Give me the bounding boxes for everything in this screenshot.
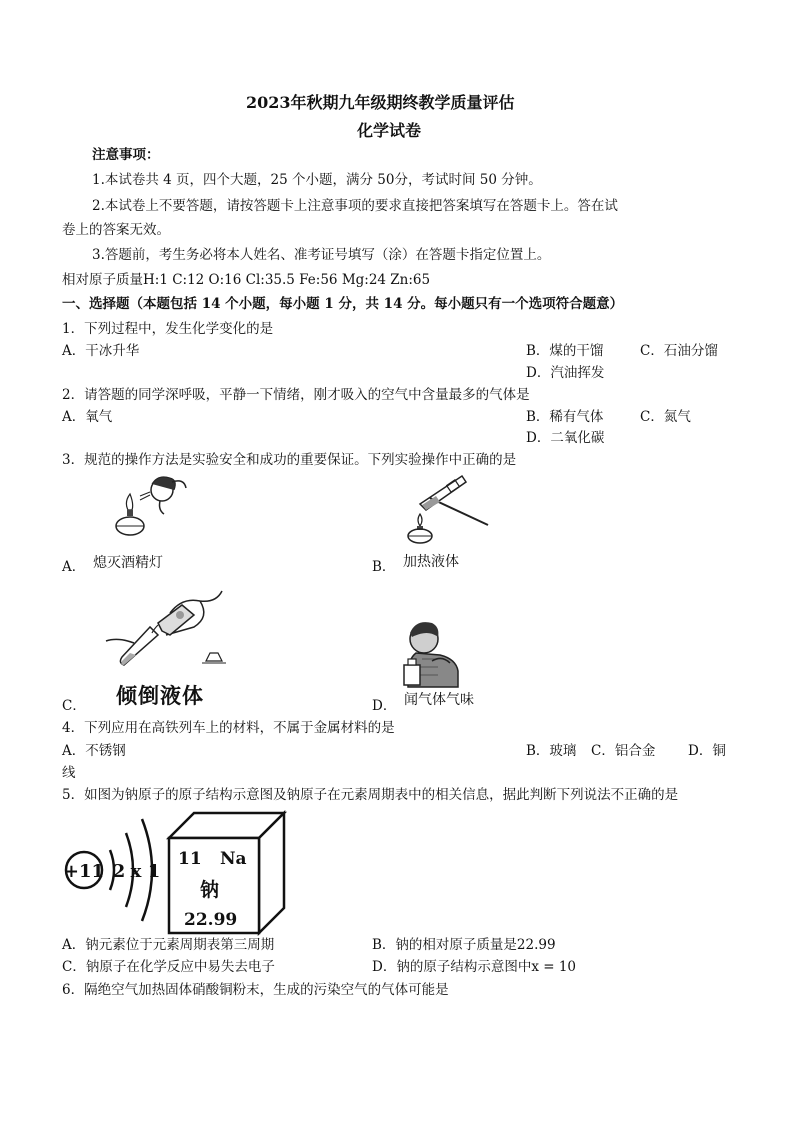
q3-option-c-caption: 倾倒液体 xyxy=(116,683,204,708)
element-atomic-mass: 22.99 xyxy=(184,910,238,930)
shell-1-electrons: 2 xyxy=(112,861,126,882)
element-symbol: Na xyxy=(220,849,247,869)
q3-option-d-caption: 闻气体气味 xyxy=(404,692,474,708)
sodium-atom-structure-diagram xyxy=(62,805,172,925)
element-name: 钠 xyxy=(200,879,220,901)
q3-option-d-letter: D． xyxy=(372,698,397,714)
section-1-heading: 一、选择题（本题包括 14 个小题，每小题 1 分，共 14 分。每小题只有一个选项符合题意） xyxy=(62,296,624,312)
q2-option-b: B．稀有气体 xyxy=(526,409,604,425)
atomic-masses: 相对原子质量H:1 C:12 O:16 Cl:35.5 Fe:56 Mg:24 Zn:65 xyxy=(62,272,431,288)
q6-stem: 6．隔绝空气加热固体硝酸铜粉末，生成的污染空气的气体可能是 xyxy=(62,982,449,998)
q3-option-b-letter: B． xyxy=(372,559,396,575)
q5-option-d: D．钠的原子结构示意图中x = 10 xyxy=(372,959,577,975)
exam-subtitle: 化学试卷 xyxy=(357,121,422,140)
q5-option-a: A．钠元素位于元素周期表第三周期 xyxy=(62,937,275,953)
q5-option-c: C．钠原子在化学反应中易失去电子 xyxy=(62,959,275,975)
q1-stem: 1．下列过程中，发生化学变化的是 xyxy=(62,321,274,337)
q2-stem: 2．请答题的同学深呼吸，平静一下情绪，刚才吸入的空气中含量最多的气体是 xyxy=(62,387,530,403)
shell-2-electrons: x xyxy=(130,861,142,882)
notice-item-2-line1: 2.本试卷上不要答题，请按答题卡上注意事项的要求直接把答案填写在答题卡上。答在试 xyxy=(92,198,618,214)
q3-option-a-caption: 熄灭酒精灯 xyxy=(93,555,163,571)
smelling-gas-illustration xyxy=(398,615,468,690)
q4-option-a: A．不锈钢 xyxy=(62,743,126,759)
q3-option-b-caption: 加热液体 xyxy=(403,554,459,570)
exam-title: 2023年秋期九年级期终教学质量评估 xyxy=(246,93,515,112)
q2-option-d: D．二氧化碳 xyxy=(526,430,605,446)
sodium-periodic-table-cell xyxy=(164,808,289,936)
q4-stem: 4．下列应用在高铁列车上的材料，不属于金属材料的是 xyxy=(62,720,395,736)
q3-stem: 3．规范的操作方法是实验安全和成功的重要保证。下列实验操作中正确的是 xyxy=(62,452,517,468)
q1-option-b: B．煤的干馏 xyxy=(526,343,604,359)
q2-option-a: A．氧气 xyxy=(62,409,113,425)
shell-3-electrons: 1 xyxy=(147,861,161,882)
q1-option-d: D．汽油挥发 xyxy=(526,365,605,381)
notice-item-2-line2: 卷上的答案无效。 xyxy=(62,222,170,238)
nucleus-charge: +11 xyxy=(63,861,105,882)
q4-option-b: B．玻璃 xyxy=(526,743,577,759)
q5-option-b: B．钠的相对原子质量是22.99 xyxy=(372,937,556,953)
q1-option-a: A．干冰升华 xyxy=(62,343,140,359)
notice-item-3: 3.答题前，考生务必将本人姓名、准考证号填写（涂）在答题卡指定位置上。 xyxy=(92,247,551,263)
q1-option-c: C．石油分馏 xyxy=(640,343,718,359)
q3-option-c-letter: C． xyxy=(62,698,86,714)
q4-option-d-wrap: 线 xyxy=(62,765,76,781)
q4-option-d: D．铜 xyxy=(688,743,726,759)
notice-heading: 注意事项： xyxy=(92,147,160,163)
heating-liquid-illustration xyxy=(400,470,495,550)
element-atomic-number: 11 xyxy=(178,849,202,869)
notice-item-1: 1.本试卷共 4 页，四个大题，25 个小题，满分 50分，考试时间 50 分钟。 xyxy=(92,172,542,188)
q4-option-c: C．铝合金 xyxy=(591,743,656,759)
q3-option-a-letter: A． xyxy=(62,559,86,575)
q5-stem: 5．如图为钠原子的原子结构示意图及钠原子在元素周期表中的相关信息，据此判断下列说法不正确的是 xyxy=(62,787,679,803)
q2-option-c: C．氮气 xyxy=(640,409,691,425)
blow-out-lamp-illustration xyxy=(100,470,195,555)
pouring-liquid-illustration xyxy=(100,583,230,678)
